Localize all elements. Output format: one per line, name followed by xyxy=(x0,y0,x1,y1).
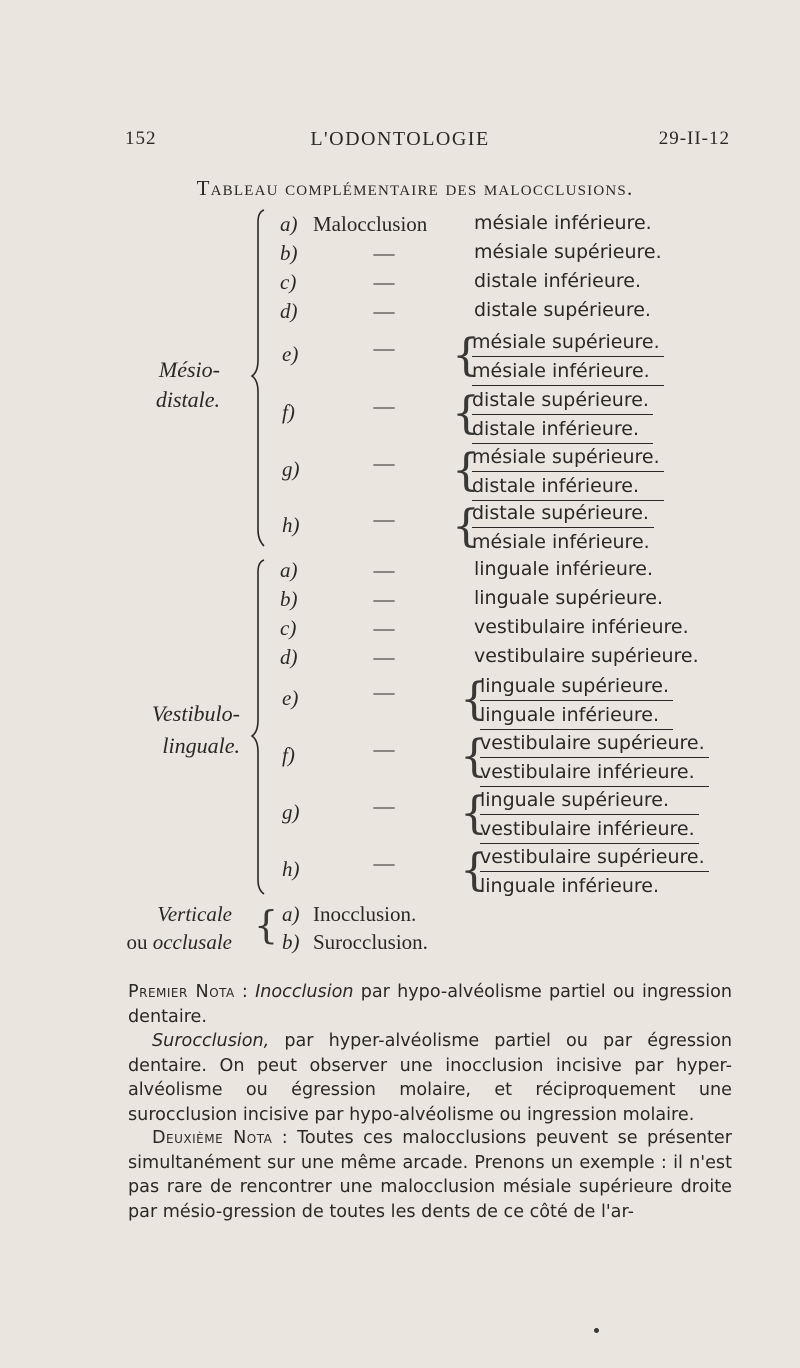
row-letter: b) xyxy=(282,930,300,954)
row-desc: linguale supérieure. xyxy=(474,587,663,609)
row-dash: — xyxy=(373,587,395,611)
row-desc: distale inférieure. xyxy=(474,270,641,292)
row-dash: — xyxy=(373,451,395,475)
page-number: 152 xyxy=(125,128,157,149)
row-dash: — xyxy=(373,507,395,531)
row-desc: Surocclusion. xyxy=(313,930,428,954)
row-desc: vestibulaire inférieure. xyxy=(474,616,689,638)
row-letter: b) xyxy=(280,241,298,265)
note-text: par hypo-alvéolisme partiel ou ingression dentaire. xyxy=(128,982,732,1027)
row-letter: h) xyxy=(282,513,300,537)
row-dash: — xyxy=(373,336,395,360)
row-dash: — xyxy=(373,241,395,265)
row-letter: a) xyxy=(280,558,298,582)
row-dash: — xyxy=(373,794,395,818)
row-dash: — xyxy=(373,270,395,294)
note-label: Deuxième Nota xyxy=(152,1128,273,1148)
label-line: distale. xyxy=(155,387,220,412)
note-sep: : xyxy=(234,982,256,1002)
row-desc: mésiale inférieure. xyxy=(474,212,652,234)
row-dash: — xyxy=(373,558,395,582)
label-line: Mésio- xyxy=(158,357,220,382)
row-letter: c) xyxy=(280,270,297,294)
small-brace-icon: { xyxy=(460,731,488,782)
label-word: occlusale xyxy=(152,930,232,954)
pair-line: linguale inférieure. xyxy=(480,875,659,897)
row-dash: — xyxy=(373,616,395,640)
pair-line: linguale supérieure. xyxy=(480,786,699,815)
note-sep: : xyxy=(272,1128,298,1148)
label-prefix: ou xyxy=(126,930,148,954)
pair-line: mésiale supérieure. xyxy=(472,443,664,472)
pair-line: distale supérieure. xyxy=(472,386,653,415)
row-letter: a) xyxy=(280,212,298,236)
label-line: Vestibulo- xyxy=(152,701,240,726)
pair-line: linguale supérieure. xyxy=(480,672,673,701)
note-term: Inocclusion xyxy=(255,982,354,1002)
small-brace-icon: { xyxy=(460,674,488,725)
note-term: Surocclusion, xyxy=(152,1031,270,1051)
small-brace-icon: { xyxy=(452,501,480,552)
row-desc: vestibulaire supérieure. xyxy=(474,645,699,667)
row-letter: d) xyxy=(280,299,298,323)
row-dash: — xyxy=(373,394,395,418)
issue-date: 29-II-12 xyxy=(658,128,730,149)
svg-text:{: { xyxy=(254,903,279,947)
row-dash: — xyxy=(373,737,395,761)
pair-line: vestibulaire inférieure. xyxy=(480,815,699,844)
row-letter: b) xyxy=(280,587,298,611)
verticale-label: Verticale xyxy=(157,902,232,926)
row-letter: a) xyxy=(282,902,300,926)
row-lead: Malocclusion xyxy=(313,212,428,236)
row-letter: c) xyxy=(280,616,297,640)
pair-line: vestibulaire supérieure. xyxy=(480,843,709,872)
pair-line: linguale inférieure. xyxy=(480,701,673,730)
note-label: Premier Nota xyxy=(128,982,235,1002)
row-dash: — xyxy=(373,680,395,704)
small-brace-icon: { xyxy=(460,845,488,896)
pair-line: distale supérieure. xyxy=(472,499,654,528)
row-letter: g) xyxy=(282,457,300,481)
row-letter: e) xyxy=(282,686,299,710)
pair-line: mésiale supérieure. xyxy=(472,328,664,357)
small-brace-icon: { xyxy=(460,788,488,839)
small-brace-icon: { xyxy=(452,388,480,439)
row-dash: — xyxy=(373,645,395,669)
pair-line: vestibulaire supérieure. xyxy=(480,729,709,758)
pair-line: distale inférieure. xyxy=(472,472,664,501)
label-line: linguale. xyxy=(162,733,240,758)
row-desc: linguale inférieure. xyxy=(474,558,653,580)
second-note xyxy=(128,1126,732,1224)
row-dash: — xyxy=(373,299,395,323)
row-letter: e) xyxy=(282,342,299,366)
pair-line: distale inférieure. xyxy=(472,415,653,444)
row-desc: distale supérieure. xyxy=(474,299,651,321)
pair-line: mésiale inférieure. xyxy=(472,357,664,386)
small-brace-icon: { xyxy=(452,330,480,381)
note-text: Toutes ces malocclusions peuvent se présenter simultanément sur une même arcade. Prenons un exemple : il n'est pas rare de rencontrer une malocclusion mésiale supérieure droite par mésio-gression de toutes les dents de ce côté de l'ar- xyxy=(128,1128,732,1222)
row-desc: Inocclusion. xyxy=(313,902,417,926)
first-note-continued xyxy=(128,1029,732,1127)
small-brace-icon: { xyxy=(452,445,480,496)
pair-line: vestibulaire inférieure. xyxy=(480,758,709,787)
row-letter: f) xyxy=(282,400,295,424)
running-head: L'ODONTOLOGIE xyxy=(310,128,490,150)
row-letter: h) xyxy=(282,857,300,881)
row-dash: — xyxy=(373,851,395,875)
row-desc: mésiale supérieure. xyxy=(474,241,662,263)
row-letter: g) xyxy=(282,800,300,824)
note-text: par hyper-alvéolisme partiel ou par égression dentaire. On peut observer une inocclusion incisive par hyper-alvéolisme ou égression molaire, et réciproquement une surocclusion incisive par hypo-alvéolisme ou ingression molaire. xyxy=(128,1031,732,1125)
pair-line: mésiale inférieure. xyxy=(472,531,650,553)
row-letter: f) xyxy=(282,743,295,767)
row-letter: d) xyxy=(280,645,298,669)
table-title: Tableau complémentaire des malocclusions. xyxy=(196,176,634,200)
ink-speck xyxy=(594,1328,599,1333)
first-note xyxy=(128,980,732,1029)
